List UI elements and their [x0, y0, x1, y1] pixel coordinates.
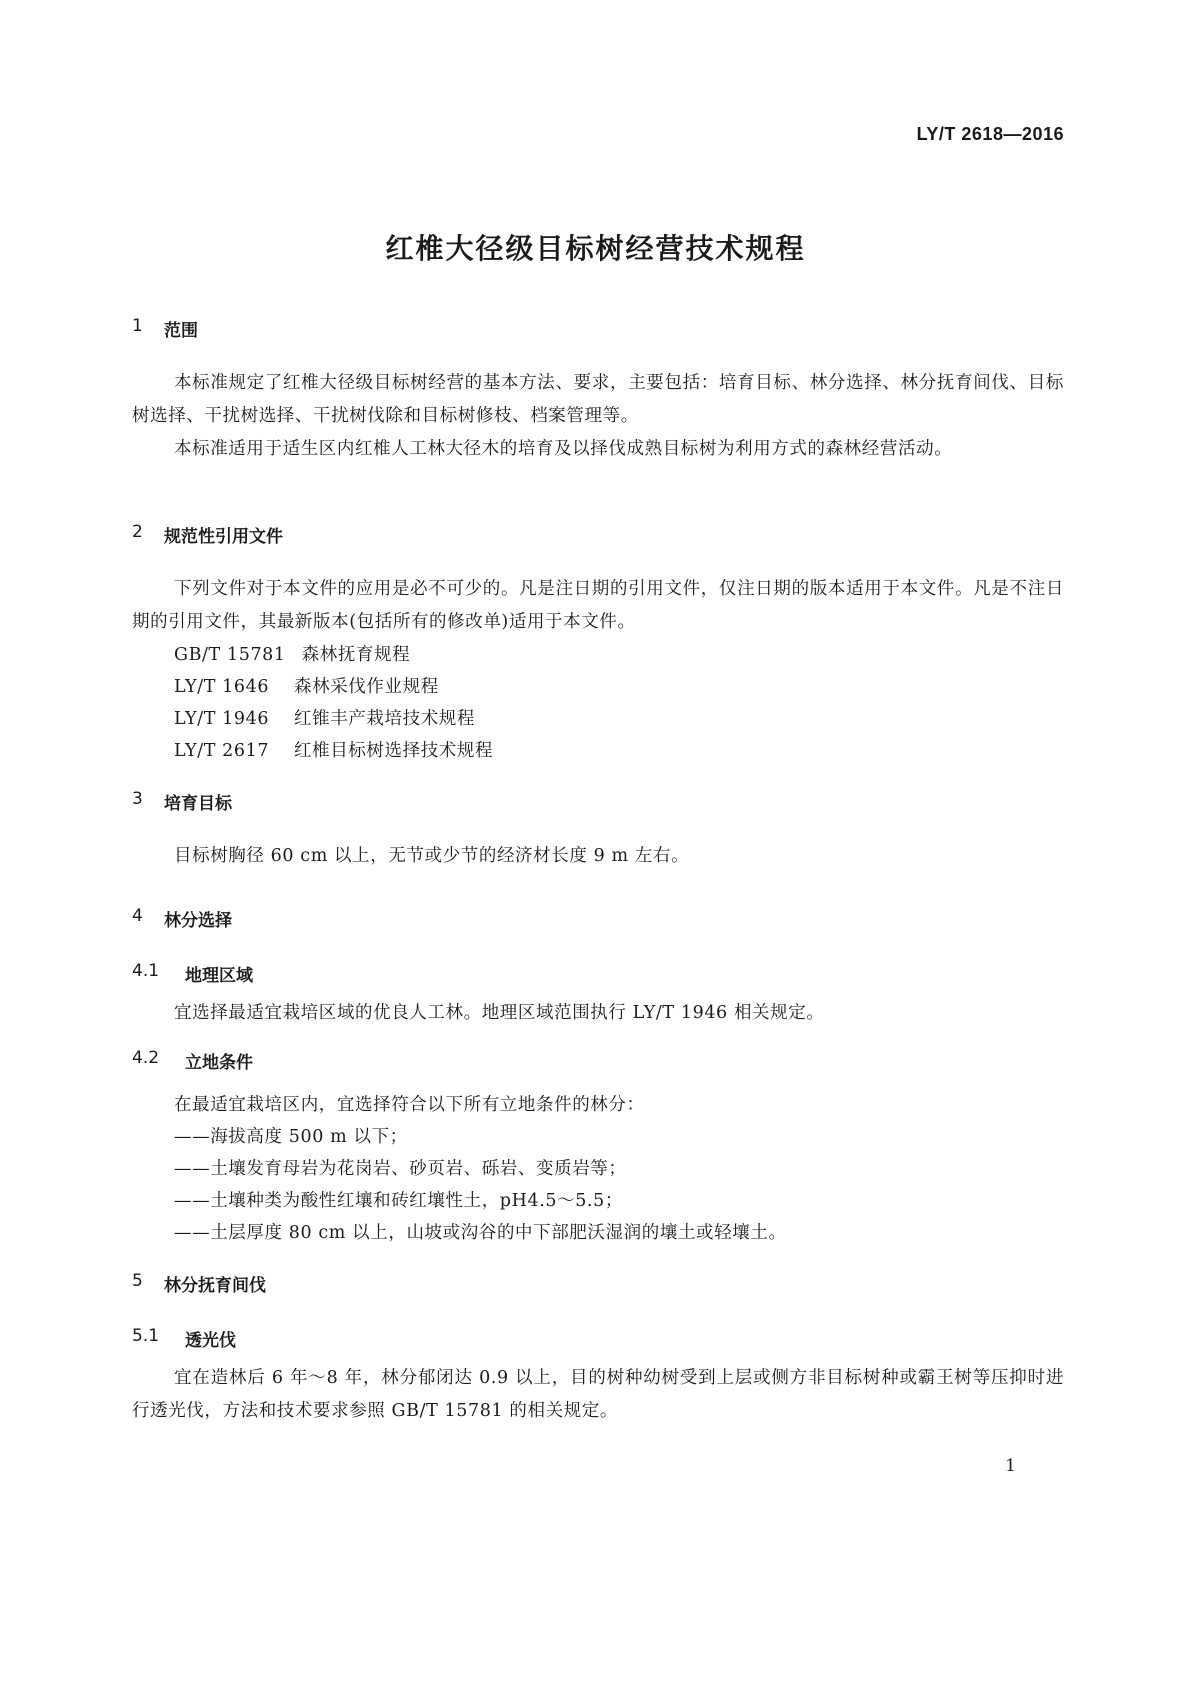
paragraph: 宜在造林后 6 年～8 年，林分郁闭达 0.9 以上，目的树种幼树受到上层或侧方非目标树种或霸王树等压抑时进行透光伐，方法和技术要求参照 GB/T 15781 的相关规定。	[132, 1368, 1064, 1421]
section-4-1-body	[132, 997, 1064, 1030]
section-1-body	[132, 367, 1064, 466]
list-item: ——土层厚度 80 cm 以上，山坡或沟谷的中下部肥沃湿润的壤土或轻壤土。	[174, 1223, 787, 1243]
section-4-2-body	[132, 1089, 1064, 1249]
page-number: 1	[1005, 1456, 1016, 1476]
list-item: ——土壤发育母岩为花岗岩、砂页岩、砾岩、变质岩等；	[174, 1159, 627, 1179]
section-5-1-body	[132, 1362, 1064, 1428]
section-2-body	[132, 573, 1064, 767]
paragraph: 本标准适用于适生区内红椎人工林大径木的培育及以择伐成熟目标树为利用方式的森林经营活动。	[174, 439, 953, 459]
paragraph: 目标树胸径 60 cm 以上，无节或少节的经济材长度 9 m 左右。	[174, 846, 690, 866]
section-number: 5	[132, 1271, 143, 1291]
section-4-1-heading	[132, 961, 1064, 986]
subsection-title: 立地条件	[185, 1053, 253, 1073]
list-item: ——海拔高度 500 m 以下；	[174, 1127, 408, 1147]
reference-item	[132, 639, 1064, 671]
reference-item	[132, 703, 1064, 735]
reference-item	[132, 735, 1064, 767]
section-title: 林分选择	[164, 911, 232, 931]
reference-item	[132, 671, 1064, 703]
section-title: 规范性引用文件	[164, 527, 283, 547]
section-number: 1	[132, 316, 143, 336]
section-3-body	[132, 840, 1064, 873]
section-title: 培育目标	[164, 794, 232, 814]
document-title: 红椎大径级目标树经营技术规程	[385, 232, 806, 265]
section-title: 范围	[164, 321, 198, 341]
paragraph: 下列文件对于本文件的应用是必不可少的。凡是注日期的引用文件，仅注日期的版本适用于本文件。凡是不注日期的引用文件，其最新版本(包括所有的修改单)适用于本文件。	[132, 579, 1064, 632]
standard-code: LY/T 2618—2016	[916, 124, 1064, 144]
section-4-heading	[132, 906, 1064, 931]
reference-code: LY/T 2617	[174, 741, 270, 761]
section-5-heading	[132, 1271, 1064, 1296]
subsection-title: 地理区域	[185, 966, 253, 986]
list-intro: 在最适宜栽培区内，宜选择符合以下所有立地条件的林分：	[174, 1095, 645, 1115]
section-2-heading	[132, 522, 1064, 547]
section-number: 3	[132, 789, 143, 809]
subsection-number: 4.2	[132, 1048, 160, 1068]
section-title: 林分抚育间伐	[164, 1276, 266, 1296]
section-number: 2	[132, 522, 143, 542]
reference-code: GB/T 15781	[174, 645, 286, 665]
list-item: ——土壤种类为酸性红壤和砖红壤性土，pH4.5～5.5；	[174, 1191, 623, 1211]
subsection-number: 5.1	[132, 1326, 160, 1346]
reference-name: 红锥丰产栽培技术规程	[294, 709, 475, 729]
section-1-heading	[132, 316, 1064, 341]
reference-code: LY/T 1646	[174, 677, 270, 697]
subsection-number: 4.1	[132, 961, 160, 981]
section-number: 4	[132, 906, 143, 926]
paragraph: 宜选择最适宜栽培区域的优良人工林。地理区域范围执行 LY/T 1946 相关规定。	[174, 1003, 825, 1023]
reference-name: 森林抚育规程	[301, 645, 411, 665]
paragraph: 本标准规定了红椎大径级目标树经营的基本方法、要求，主要包括：培育目标、林分选择、林分抚育间伐、目标树选择、干扰树选择、干扰树伐除和目标树修枝、档案管理等。	[132, 373, 1064, 426]
reference-name: 红椎目标树选择技术规程	[294, 741, 494, 761]
section-5-1-heading	[132, 1326, 1064, 1351]
reference-code: LY/T 1946	[174, 709, 270, 729]
reference-name: 森林采伐作业规程	[294, 677, 439, 697]
section-3-heading	[132, 789, 1064, 814]
subsection-title: 透光伐	[185, 1331, 236, 1351]
section-4-2-heading	[132, 1048, 1064, 1073]
